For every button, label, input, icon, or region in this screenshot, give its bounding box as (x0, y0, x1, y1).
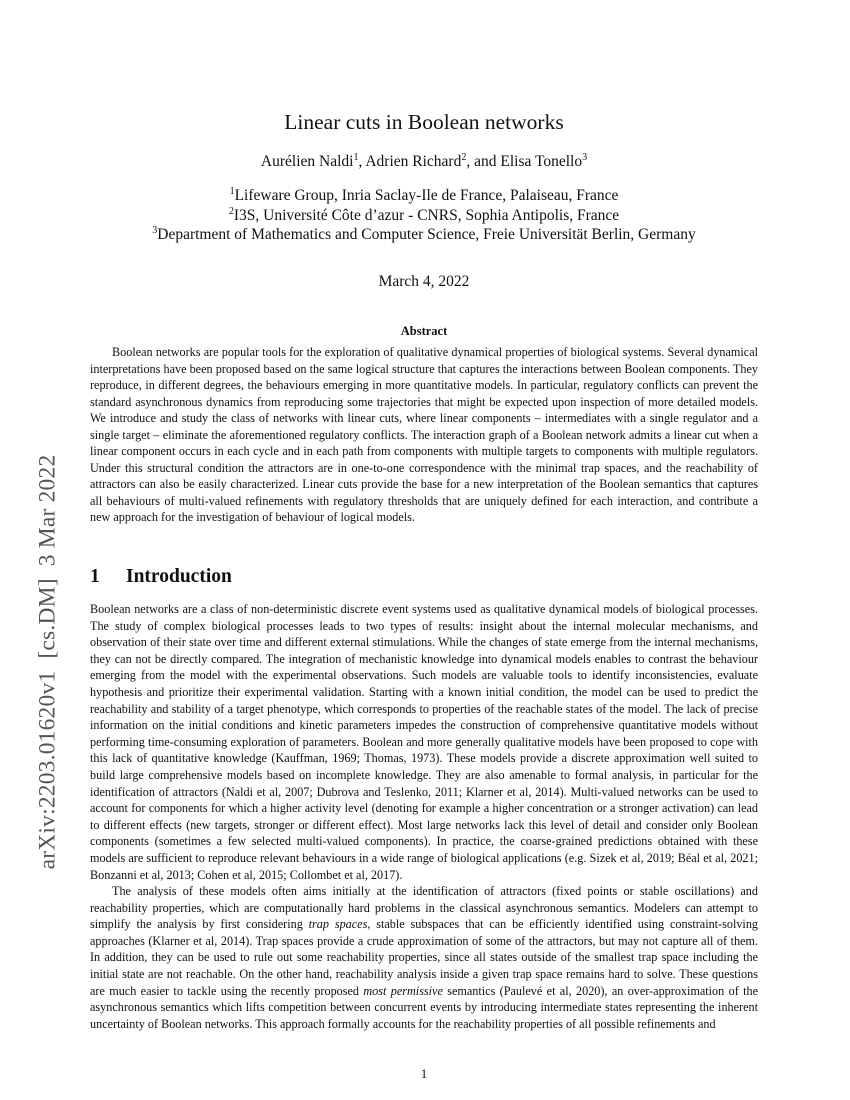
arxiv-category: [cs.DM] (34, 578, 61, 659)
arxiv-date: 3 Mar 2022 (34, 454, 61, 567)
author-name: Elisa Tonello (500, 153, 583, 170)
section-number: 1 (90, 566, 100, 587)
arxiv-id: arXiv:2203.01620v1 (34, 670, 61, 870)
affiliation-mark: 3 (152, 225, 158, 237)
body-paragraph: Boolean networks are a class of non-deterministic discrete event systems used as qualitative dynamical models of biological processes. The study of complex biological processes leads to two types of results: insight about the internal molecular mechanisms, and observation of their state over time and different external stimulations. While the changes of state emerge from the internal mechanisms, they can not be directly compared. The integration of mechanistic knowledge into dynamical models enables to contrast the behaviour emerging from the model with the experimental observations. Such models are valuable tools to identify inconsistencies, evaluate hypothesis and prioritize their experimental validation. Starting with a known initial condition, the model can be used to predict the reachability and stability of a target phenotype, which corresponds to properties of the reachable states of the model. The lack of precise information on the initial conditions and kinetic parameters impedes the construction of comprehensive quantitative models without performing time-consuming exploration of parameters. Boolean and more generally qualitative models have been proposed to cope with this lack of quantitative knowledge (Kauffman, 1969; Thomas, 1973). These models provide a discrete approximation well suited to build large comprehensive models based on incomplete knowledge. They are also amenable to formal analysis, in particular for the identification of attractors (Naldi et al, 2007; Dubrova and Teslenko, 2011; Klarner et al, 2014). Multi-valued networks can be used to account for components for which a higher activity level (denoting for example a higher concentration or a stronger activation) can lead to different effects (new targets, stronger or different effect). Most large networks lack this level of detail and consider only Boolean components (sometimes a few selected multi-valued components). In practice, the coarse-grained predictions obtained with these models are sufficient to reproduce relevant behaviours in a wide range of biological applications (e.g. Sizek et al, 2019; Béal et al, 2021; Bonzanni et al, 2013; Cohen et al, 2015; Collombet et al, 2017). (90, 602, 758, 882)
author-name: Adrien Richard (365, 153, 462, 170)
paragraph-text: semantics (Paulevé et al, 2020), an over-approximation of the asynchronous semantics which lifts competition between concurrent events by introducing intermediate states representing the inherent uncertainty of Boolean networks. This approach formally accounts for the reachability properties of all possible refinements and (90, 983, 758, 1031)
affiliation (90, 206, 758, 226)
paragraph-text: , stable subspaces that can be efficiently identified using constraint-solving approaches (Klarner et al, 2014). Trap spaces provide a crude approximation of some of the attractors, but may not capture all of them. In addition, they can be used to rule out some reachability properties, since all states outside of the smallest trap space including the initial state are not reachable. On the other hand, reachability analysis inside a given trap space remains hard to solve. These questions are much easier to tackle using the recently proposed (90, 917, 759, 998)
paragraph-text: The analysis of these models often aims initially at the identification of attractors (fixed points or stable oscillations) and reachability properties, which are computationally hard problems in the classical asynchronous semantics. Modelers can attempt to simplify the analysis by first considering (90, 884, 758, 932)
section-body (90, 601, 758, 1032)
author-list (90, 153, 758, 171)
paper-title: Linear cuts in Boolean networks (284, 110, 564, 134)
paper-date: March 4, 2022 (378, 273, 470, 290)
affiliation-mark: 1 (229, 186, 235, 197)
section-title: Introduction (126, 566, 232, 587)
affiliation-mark: 1 (353, 152, 359, 163)
author-separator: , (358, 153, 366, 170)
affiliation-list (90, 186, 758, 245)
emphasis-term: most permissive (363, 983, 443, 998)
affiliation (90, 225, 758, 245)
affiliation (90, 186, 758, 206)
affiliation-mark: 3 (582, 152, 588, 163)
body-paragraph (90, 883, 758, 1032)
section-heading (90, 566, 758, 588)
abstract-heading: Abstract (400, 324, 448, 338)
affiliation-text: Department of Mathematics and Computer Science, Freie Universität Berlin, Germany (157, 226, 696, 244)
affiliation-mark: 2 (461, 152, 467, 163)
affiliation-mark: 2 (228, 205, 234, 217)
affiliation-text: Lifeware Group, Inria Saclay-Ile de France, Palaiseau, France (234, 187, 619, 204)
emphasis-term: trap spaces (308, 917, 368, 932)
affiliation-text: I3S, Université Côte d’azur - CNRS, Sophia Antipolis, France (233, 206, 620, 224)
author-name: Aurélien Naldi (260, 153, 354, 170)
abstract-text: Boolean networks are popular tools for the exploration of qualitative dynamical properties of biological systems. Several dynamical interpretations have been proposed based on the same logical structure that captures the interactions between Boolean components. They reproduce, in different degrees, the behaviours emerging in more quantitative models. In particular, regulatory conflicts can prevent the standard asynchronous dynamics from reproducing some trajectories that might be expected upon inspection of more detailed models. We introduce and study the class of networks with linear cuts, where linear components – intermediates with a single regulator and a single target – eliminate the aforementioned regulatory conflicts. The interaction graph of a Boolean network admits a linear cut when a linear component occurs in each cycle and in each path from components with multiple targets to components with multiple regulators. Under this structural condition the attractors are in one-to-one correspondence with the minimal trap spaces, and the reachability of attractors can also be easily characterized. Linear cuts provide the base for a new interpretation of the Boolean semantics that captures all behaviours of multi-valued refinements with regulatory thresholds that are uniquely defined for each interaction, and contribute a new approach for the investigation of behaviour of logical models. (90, 345, 758, 524)
author-separator: , and (466, 153, 501, 170)
page-number: 1 (420, 1066, 428, 1081)
arxiv-identifier-sidebar (35, 455, 62, 870)
